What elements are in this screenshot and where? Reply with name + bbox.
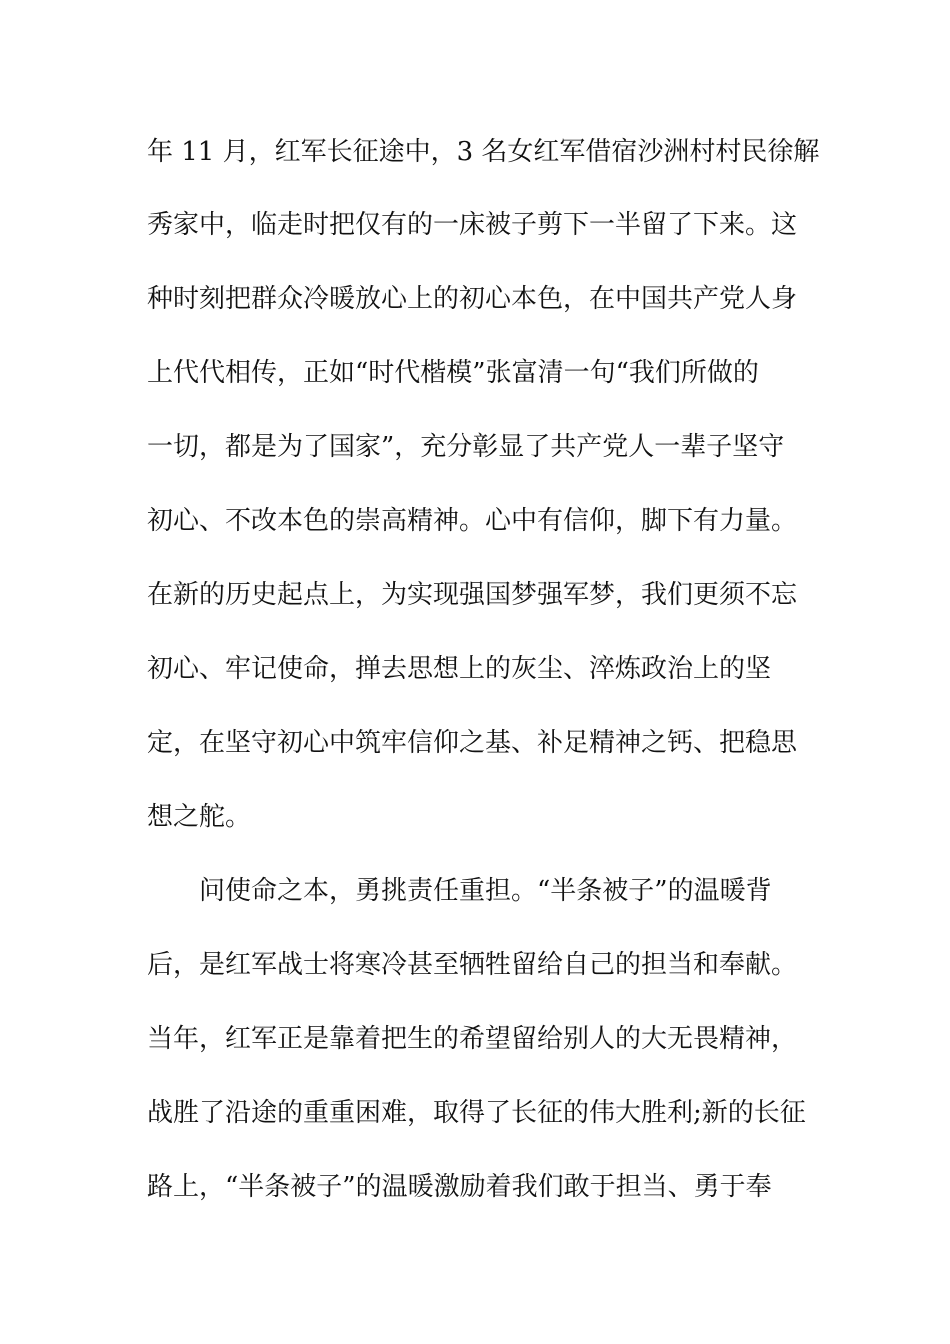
text-line: 初心、不改本色的崇高精神。心中有信仰，脚下有力量。 [147,506,798,536]
text-line: 想之舵。 [147,802,252,832]
text-line: 当年，红军正是靠着把生的希望留给别人的大无畏精神， [147,1024,798,1054]
text-line: 初心、牢记使命，掸去思想上的灰尘、淬炼政治上的坚 [147,654,772,684]
text-line: 在新的历史起点上，为实现强国梦强军梦，我们更须不忘 [147,580,798,610]
text-line: 路上，“半条被子”的温暖激励着我们敢于担当、勇于奉 [147,1172,772,1202]
text-line: 秀家中，临走时把仅有的一床被子剪下一半留了下来。这 [147,210,798,240]
text-line: 上代代相传，正如“时代楷模”张富清一句“我们所做的 [147,358,759,388]
text-line: 后，是红军战士将寒冷甚至牺牲留给自己的担当和奉献。 [147,950,798,980]
text-line: 年 11 月，红军长征途中，3 名女红军借宿沙洲村村民徐解 [147,137,820,167]
text-line: 战胜了沿途的重重困难，取得了长征的伟大胜利;新的长征 [147,1098,806,1128]
text-line: 种时刻把群众冷暖放心上的初心本色，在中国共产党人身 [147,284,798,314]
paragraph-first-line: 问使命之本，勇挑责任重担。“半条被子”的温暖背 [199,876,772,906]
text-line: 定，在坚守初心中筑牢信仰之基、补足精神之钙、把稳思 [147,728,798,758]
text-line: 一切，都是为了国家”，充分彰显了共产党人一辈子坚守 [147,432,785,462]
